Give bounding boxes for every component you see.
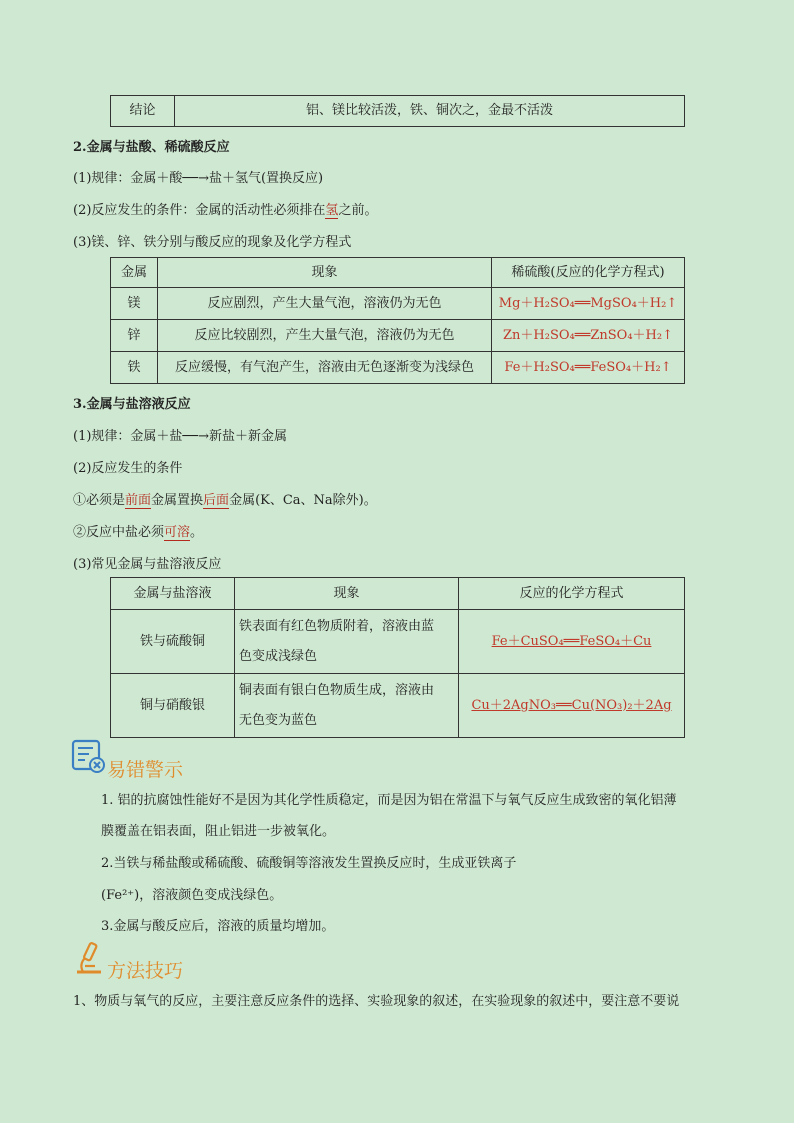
warning-title: 易错警示 bbox=[107, 759, 184, 781]
section-3-condition-1: ①必须是前面金属置换后面金属(K、Ca、Na除外)。 bbox=[73, 493, 377, 508]
highlight-hydrogen: 氢 bbox=[325, 203, 339, 218]
section-2-rule: (1)规律：金属＋酸──→盐＋氢气(置换反应) bbox=[73, 171, 324, 186]
equation: Fe＋H₂SO₄══FeSO₄＋H₂↑ bbox=[492, 352, 685, 384]
method-paragraph-1: 1、物质与氧气的反应，主要注意反应条件的选择、实验现象的叙述，在实验现象的叙述中，要注意不要说 bbox=[73, 994, 680, 1009]
metal-acid-table bbox=[110, 257, 685, 384]
section-3-sub3: (3)常见金属与盐溶液反应 bbox=[73, 557, 222, 572]
equation: Fe＋CuSO₄══FeSO₄＋Cu bbox=[459, 610, 685, 674]
warning-note-3: 3.金属与酸反应后，溶液的质量均增加。 bbox=[101, 919, 335, 934]
warning-note-2a: 2.当铁与稀盐酸或稀硫酸、硫酸铜等溶液发生置换反应时，生成亚铁离子 bbox=[101, 856, 517, 871]
equation: Zn＋H₂SO₄══ZnSO₄＋H₂↑ bbox=[492, 320, 685, 352]
table-row: 铁与硫酸铜 铁表面有红色物质附着，溶液由蓝 色变成浅绿色 Fe＋CuSO₄══FeSO₄＋Cu bbox=[111, 610, 685, 674]
warning-note-1b: 膜覆盖在铝表面，阻止铝进一步被氧化。 bbox=[101, 824, 336, 839]
table-header: 现象 bbox=[235, 578, 459, 610]
section-3-condition: (2)反应发生的条件 bbox=[73, 461, 183, 476]
table-header: 现象 bbox=[158, 258, 492, 288]
table-header: 金属与盐溶液 bbox=[111, 578, 235, 610]
section-2-condition: (2)反应发生的条件：金属的活动性必须排在氢之前。 bbox=[73, 203, 378, 218]
equation: Mg＋H₂SO₄══MgSO₄＋H₂↑ bbox=[492, 288, 685, 320]
conclusion-label: 结论 bbox=[111, 96, 175, 127]
method-title: 方法技巧 bbox=[107, 960, 184, 982]
section-3-title: 3.金属与盐溶液反应 bbox=[73, 397, 191, 412]
table-row: 铜与硝酸银 铜表面有银白色物质生成，溶液由 无色变为蓝色 Cu＋2AgNO₃══Cu(NO₃)₂＋2Ag bbox=[111, 674, 685, 738]
conclusion-value: 铝、镁比较活泼，铁、铜次之，金最不活泼 bbox=[175, 96, 685, 127]
microscope-icon bbox=[73, 940, 105, 980]
metal-salt-table bbox=[110, 577, 685, 738]
warning-note-1a: 1. 铝的抗腐蚀性能好不是因为其化学性质稳定，而是因为铝在常温下与氧气反应生成致密的氧化铝薄 bbox=[101, 793, 677, 808]
section-2-sub3: (3)镁、锌、铁分别与酸反应的现象及化学方程式 bbox=[73, 235, 352, 250]
section-3-condition-2: ②反应中盐必须可溶。 bbox=[73, 525, 204, 540]
warning-note-2b: (Fe²⁺)，溶液颜色变成浅绿色。 bbox=[101, 888, 283, 903]
table-header: 稀硫酸(反应的化学方程式) bbox=[492, 258, 685, 288]
table-row: 铁 反应缓慢，有气泡产生，溶液由无色逐渐变为浅绿色 Fe＋H₂SO₄══FeSO₄＋H₂↑ bbox=[111, 352, 685, 384]
table-row: 锌 反应比较剧烈，产生大量气泡，溶液仍为无色 Zn＋H₂SO₄══ZnSO₄＋H₂↑ bbox=[111, 320, 685, 352]
conclusion-table bbox=[110, 95, 685, 127]
equation: Cu＋2AgNO₃══Cu(NO₃)₂＋2Ag bbox=[459, 674, 685, 738]
table-row: 镁 反应剧烈，产生大量气泡，溶液仍为无色 Mg＋H₂SO₄══MgSO₄＋H₂↑ bbox=[111, 288, 685, 320]
section-2-title: 2.金属与盐酸、稀硫酸反应 bbox=[73, 140, 230, 155]
section-3-rule: (1)规律：金属＋盐──→新盐＋新金属 bbox=[73, 429, 287, 444]
table-header: 金属 bbox=[111, 258, 158, 288]
warning-notebook-icon bbox=[71, 738, 107, 778]
table-header: 反应的化学方程式 bbox=[459, 578, 685, 610]
